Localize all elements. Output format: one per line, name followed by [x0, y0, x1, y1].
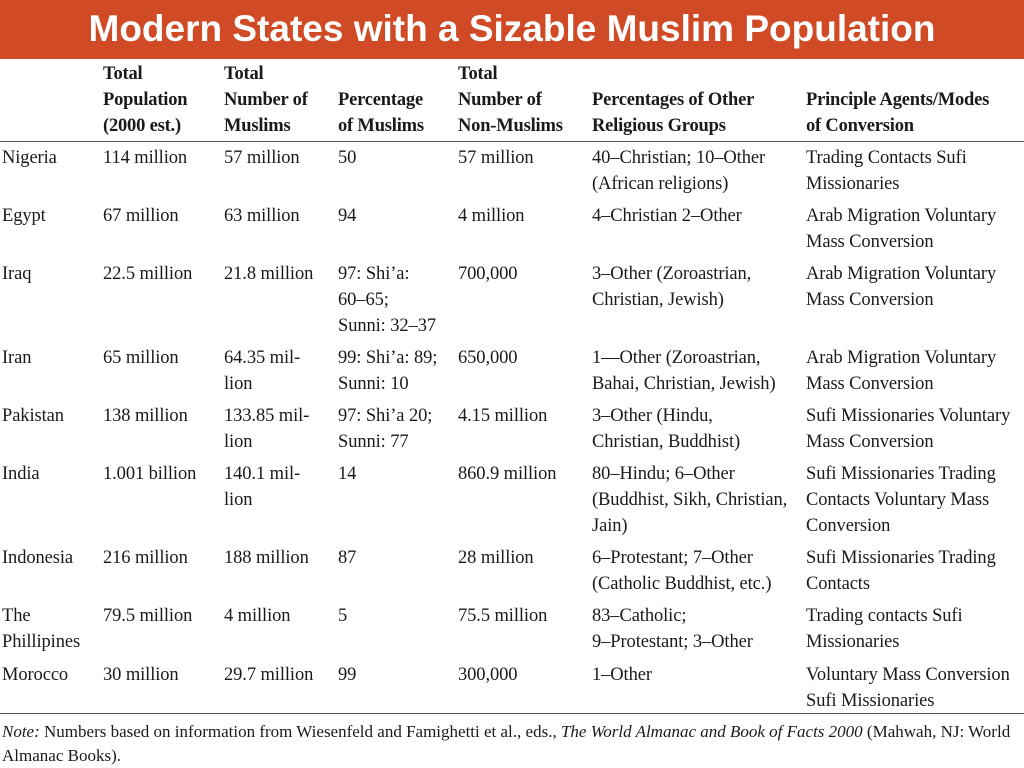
- cell-non-muslims: 57 million: [458, 148, 534, 168]
- page-title: Modern States with a Sizable Muslim Population: [88, 8, 936, 49]
- cell-country: Morocco: [2, 665, 69, 685]
- note-book-title: The World Almanac and Book of Facts 2000: [560, 722, 863, 741]
- cell-muslims: 64.35 mil- lion: [224, 348, 301, 394]
- cell-conversion-agents: Sufi Missionaries Trading Contacts: [806, 548, 996, 594]
- cell-percent: 99: Shi’a: 89; Sunni: 10: [338, 348, 438, 394]
- cell-conversion-agents: Arab Migration Voluntary Mass Conversion: [806, 264, 997, 310]
- cell-non-muslims: 860.9 million: [458, 464, 557, 484]
- cell-muslims: 29.7 million: [224, 665, 314, 685]
- cell-percent: 5: [338, 606, 348, 626]
- cell-other-religions: 6–Protestant; 7–Other (Catholic Buddhist, etc.): [592, 548, 772, 594]
- cell-population: 79.5 million: [103, 606, 193, 626]
- header-divider: [0, 141, 1024, 142]
- cell-population: 67 million: [103, 206, 179, 226]
- cell-country: Iraq: [2, 264, 32, 284]
- cell-country: Pakistan: [2, 406, 64, 426]
- cell-population: 1.001 billion: [103, 464, 197, 484]
- cell-muslims: 140.1 mil- lion: [224, 464, 301, 510]
- header-other-religions: Percentages of Other Religious Groups: [592, 90, 755, 136]
- footer-divider: [0, 713, 1024, 714]
- cell-percent: 97: Shi’a: 60–65; Sunni: 32–37: [338, 264, 436, 336]
- cell-other-religions: 1–Other: [592, 665, 652, 685]
- cell-other-religions: 3–Other (Hindu, Christian, Buddhist): [592, 406, 741, 452]
- cell-country: Egypt: [2, 206, 46, 226]
- cell-other-religions: 4–Christian 2–Other: [592, 206, 742, 226]
- cell-population: 65 million: [103, 348, 179, 368]
- cell-other-religions: 3–Other (Zoroastrian, Christian, Jewish): [592, 264, 752, 310]
- cell-muslims: 21.8 million: [224, 264, 314, 284]
- cell-population: 30 million: [103, 665, 179, 685]
- cell-country: India: [2, 464, 40, 484]
- cell-muslims: 57 million: [224, 148, 300, 168]
- cell-population: 22.5 million: [103, 264, 193, 284]
- cell-non-muslims: 300,000: [458, 665, 518, 685]
- cell-non-muslims: 650,000: [458, 348, 518, 368]
- note-publisher: (Mahwah, NJ: World Almanac Books).: [2, 722, 1011, 765]
- cell-population: 114 million: [103, 148, 188, 168]
- cell-conversion-agents: Arab Migration Voluntary Mass Conversion: [806, 206, 997, 252]
- cell-percent: 99: [338, 665, 357, 685]
- cell-conversion-agents: Trading Contacts Sufi Missionaries: [806, 148, 967, 194]
- cell-percent: 97: Shi’a 20; Sunni: 77: [338, 406, 433, 452]
- cell-other-religions: 80–Hindu; 6–Other (Buddhist, Sikh, Christian, Jain): [592, 464, 788, 536]
- cell-percent: 50: [338, 148, 357, 168]
- note-text: Numbers based on information from Wiesenfeld and Famighetti et al., eds.,: [39, 722, 561, 741]
- table-note: [2, 720, 1012, 768]
- cell-population: 216 million: [103, 548, 188, 568]
- cell-conversion-agents: Sufi Missionaries Trading Contacts Voluntary Mass Conversion: [806, 464, 996, 536]
- cell-country: Indonesia: [2, 548, 74, 568]
- cell-conversion-agents: Trading contacts Sufi Missionaries: [806, 606, 963, 652]
- cell-non-muslims: 4.15 million: [458, 406, 548, 426]
- cell-muslims: 4 million: [224, 606, 291, 626]
- cell-conversion-agents: Voluntary Mass Conversion Sufi Missionaries: [806, 665, 1010, 711]
- header-conversion-agents: Principle Agents/Modes of Conversion: [806, 90, 990, 136]
- cell-non-muslims: 28 million: [458, 548, 534, 568]
- header-total-muslims: Total Number of Muslims: [224, 64, 308, 136]
- cell-non-muslims: 75.5 million: [458, 606, 548, 626]
- cell-country: The Phillipines: [2, 606, 81, 652]
- cell-country: Iran: [2, 348, 32, 368]
- note-label: Note:: [2, 722, 40, 741]
- cell-other-religions: 83–Catholic; 9–Protestant; 3–Other: [592, 606, 753, 652]
- cell-muslims: 133.85 mil- lion: [224, 406, 310, 452]
- header-non-muslims: Total Number of Non-Muslims: [458, 64, 563, 136]
- header-total-population: Total Population (2000 est.): [103, 64, 188, 136]
- cell-non-muslims: 700,000: [458, 264, 518, 284]
- header-percentage-muslims: Percentage of Muslims: [338, 90, 424, 136]
- cell-percent: 94: [338, 206, 357, 226]
- cell-other-religions: 1—Other (Zoroastrian, Bahai, Christian, Jewish): [592, 348, 776, 394]
- cell-country: Nigeria: [2, 148, 57, 168]
- cell-population: 138 million: [103, 406, 188, 426]
- cell-conversion-agents: Sufi Missionaries Voluntary Mass Conversion: [806, 406, 1011, 452]
- cell-other-religions: 40–Christian; 10–Other (African religions): [592, 148, 766, 194]
- cell-non-muslims: 4 million: [458, 206, 525, 226]
- cell-percent: 14: [338, 464, 357, 484]
- cell-conversion-agents: Arab Migration Voluntary Mass Conversion: [806, 348, 997, 394]
- title-bar: [0, 0, 1024, 59]
- cell-muslims: 188 million: [224, 548, 309, 568]
- cell-percent: 87: [338, 548, 357, 568]
- cell-muslims: 63 million: [224, 206, 300, 226]
